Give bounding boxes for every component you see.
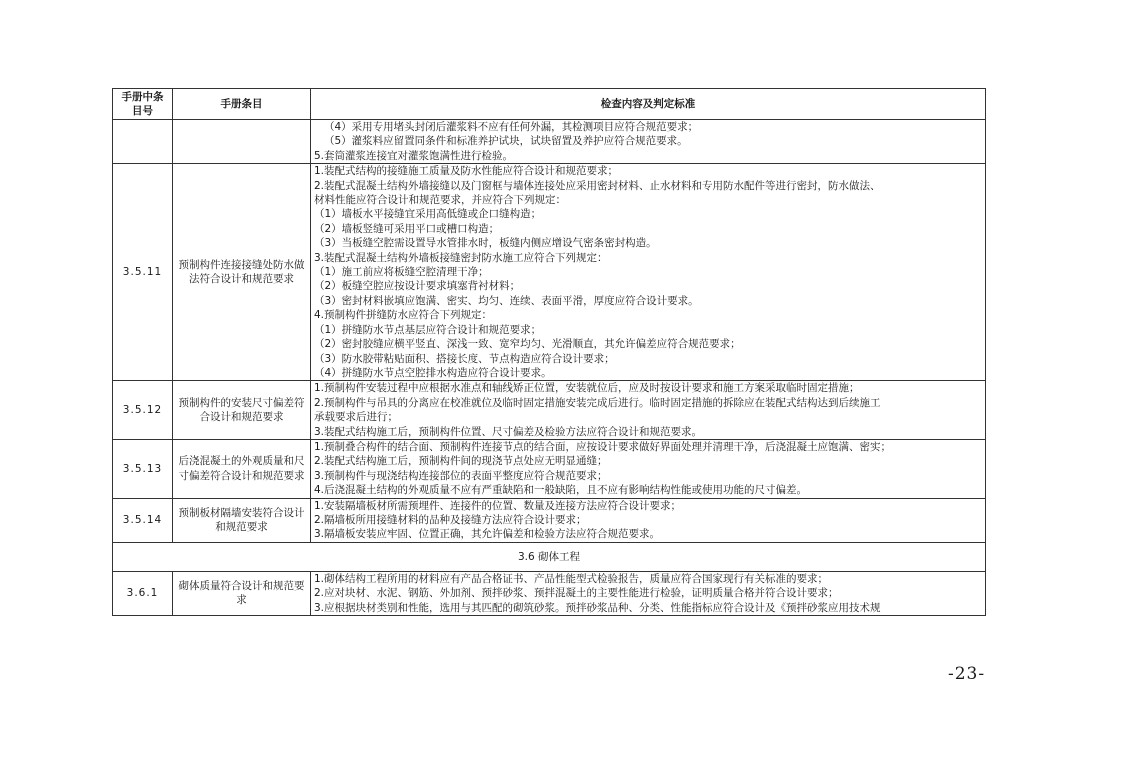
row-code: 3.6.1 bbox=[113, 571, 173, 615]
row-content bbox=[311, 120, 986, 164]
content-line: 2.隔墙板所用接缝材料的品种及接缝方法应符合设计要求； bbox=[314, 513, 587, 526]
table-row bbox=[113, 164, 986, 381]
content-line: 4.预制构件拼缝防水应符合下列规定： bbox=[314, 309, 493, 322]
row-item: 预制构件连接接缝处防水做法符合设计和规范要求 bbox=[173, 164, 311, 381]
row-content bbox=[311, 381, 986, 440]
header-content: 检查内容及判定标准 bbox=[311, 89, 986, 120]
table-row bbox=[113, 381, 986, 440]
content-line: （3）当板缝空腔需设置导水管排水时，板缝内侧应增设气密条密封构造。 bbox=[314, 237, 657, 250]
row-item: 预制构件的安装尺寸偏差符合设计和规范要求 bbox=[173, 381, 311, 440]
content-line: （2）板缝空腔应按设计要求填塞背衬材料； bbox=[314, 280, 521, 293]
content-line: 2.应对块材、水泥、钢筋、外加剂、预拌砂浆、预拌混凝土的主要性能进行检验，证明质量合格并符合设计要求； bbox=[314, 587, 839, 600]
content-line: （2）密封胶缝应横平竖直、深浅一致、宽窄均匀、光滑顺直，其允许偏差应符合规范要求； bbox=[314, 338, 741, 351]
content-line: （3）密封材料嵌填应饱满、密实、均匀、连续、表面平滑，厚度应符合设计要求。 bbox=[314, 294, 699, 307]
table-row bbox=[113, 571, 986, 615]
content-line: （1）墙板水平接缝宜采用高低缝或企口缝构造； bbox=[314, 208, 542, 221]
table-header-row bbox=[113, 89, 986, 120]
page-number: -23- bbox=[948, 664, 986, 684]
row-code: 3.5.12 bbox=[113, 381, 173, 440]
table-row bbox=[113, 439, 986, 498]
row-item bbox=[173, 120, 311, 164]
row-code bbox=[113, 120, 173, 164]
content-line: 1.预制叠合构件的结合面、预制构件连接节点的结合面，应按设计要求做好界面处理并清理干净，后浇混凝土应饱满、密实； bbox=[314, 440, 892, 453]
content-line: （2）墙板竖缝可采用平口或槽口构造； bbox=[314, 222, 500, 235]
table-row bbox=[113, 498, 986, 542]
row-content bbox=[311, 439, 986, 498]
section-row bbox=[113, 542, 986, 571]
content-line: （1）施工前应将板缝空腔清理干净； bbox=[314, 266, 489, 279]
content-line: 1.砌体结构工程所用的材料应有产品合格证书、产品性能型式检验报告，质量应符合国家现行有关标准的要求； bbox=[314, 572, 829, 585]
header-item: 手册条目 bbox=[173, 89, 311, 120]
content-line: 2.预制构件与吊具的分离应在校准就位及临时固定措施安装完成后进行。临时固定措施的拆除应在装配式结构达到后续施工 bbox=[314, 396, 881, 409]
content-line: 2.装配式结构施工后，预制构件间的现浇节点处应无明显通缝； bbox=[314, 455, 608, 468]
content-line: 承载要求后进行； bbox=[314, 411, 398, 424]
content-line: （5）灌浆料应留置同条件和标准养护试块，试块留置及养护应符合规范要求。 bbox=[324, 135, 688, 148]
content-line: 3.装配式结构施工后，预制构件位置、尺寸偏差及检验方法应符合设计和规范要求。 bbox=[314, 425, 703, 438]
content-line: （4）采用专用堵头封闭后灌浆料不应有任何外漏，其检测项目应符合规范要求； bbox=[324, 121, 699, 133]
content-line: 2.装配式混凝土结构外墙接缝以及门窗框与墙体连接处应采用密封材料、止水材料和专用防水配件等进行密封，防水做法、 bbox=[314, 179, 881, 192]
inspection-table bbox=[112, 88, 986, 616]
row-item: 后浇混凝土的外观质量和尺寸偏差符合设计和规范要求 bbox=[173, 439, 311, 498]
row-content bbox=[311, 164, 986, 381]
header-code: 手册中条目号 bbox=[113, 89, 173, 120]
row-content bbox=[311, 498, 986, 542]
content-line: 1.安装隔墙板材所需预埋件、连接件的位置、数量及连接方法应符合设计要求； bbox=[314, 499, 682, 512]
table-row bbox=[113, 120, 986, 164]
content-line: （3）防水胶带粘贴面积、搭接长度、节点构造应符合设计要求； bbox=[314, 352, 615, 365]
content-line: 3.预制构件与现浇结构连接部位的表面平整度应符合规范要求； bbox=[314, 469, 608, 482]
row-item: 砌体质量符合设计和规范要求 bbox=[173, 571, 311, 615]
content-line: 3.装配式混凝土结构外墙板接缝密封防水施工应符合下列规定： bbox=[314, 251, 608, 264]
row-content bbox=[311, 571, 986, 615]
content-line: 材料性能应符合设计和规范要求，并应符合下列规定： bbox=[314, 194, 566, 207]
content-line: 3.应根据块材类别和性能，选用与其匹配的砌筑砂浆。预拌砂浆品种、分类、性能指标应符合设计及《预拌砂浆应用技术规 bbox=[314, 601, 881, 614]
row-code: 3.5.13 bbox=[113, 439, 173, 498]
content-line: （4）拼缝防水节点空腔排水构造应符合设计要求。 bbox=[314, 366, 552, 379]
content-line: 1.装配式结构的接缝施工质量及防水性能应符合设计和规范要求； bbox=[314, 165, 619, 178]
content-line: 5.套筒灌浆连接宜对灌浆饱满性进行检验。 bbox=[314, 149, 514, 162]
row-code: 3.5.11 bbox=[113, 164, 173, 381]
content-line: 1.预制构件安装过程中应根据水准点和轴线矫正位置，安装就位后，应及时按设计要求和施工方案采取临时固定措施； bbox=[314, 382, 860, 395]
row-item: 预制板材隔墙安装符合设计和规范要求 bbox=[173, 498, 311, 542]
section-title: 3.6 砌体工程 bbox=[113, 542, 986, 571]
content-line: 4.后浇混凝土结构的外观质量不应有严重缺陷和一般缺陷，且不应有影响结构性能或使用功能的尺寸偏差。 bbox=[314, 484, 808, 497]
row-code: 3.5.14 bbox=[113, 498, 173, 542]
content-line: 3.隔墙板安装应牢固、位置正确，其允许偏差和检验方法应符合规范要求。 bbox=[314, 528, 661, 541]
content-line: （1）拼缝防水节点基层应符合设计和规范要求； bbox=[314, 323, 542, 336]
